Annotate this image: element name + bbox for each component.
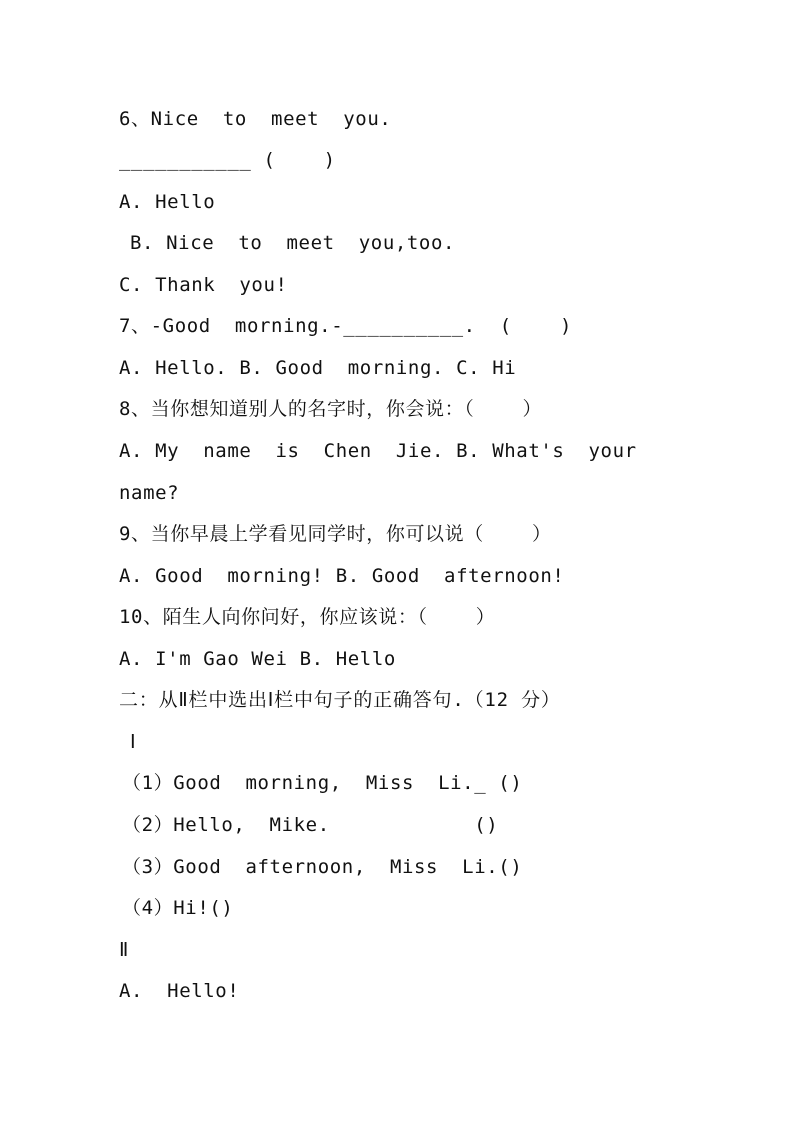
column-2-label: Ⅱ (119, 939, 129, 961)
question-6-answer-blank: ___________ ( ) (119, 149, 336, 171)
column-1-label: Ⅰ (130, 731, 137, 753)
question-6-option-c: C. Thank you! (119, 274, 288, 296)
question-10-options: A. I'm Gao Wei B. Hello (119, 648, 396, 670)
column-1-item-2: （2）Hello, Mike. () (122, 814, 499, 836)
column-1-item-3: （3）Good afternoon, Miss Li.() (122, 856, 523, 878)
question-9-text: 9、当你早晨上学看见同学时，你可以说（ ） (119, 523, 552, 545)
question-10-text: 10、陌生人向你问好，你应该说：（ ） (119, 606, 496, 628)
question-6-option-b: B. Nice to meet you,too. (130, 232, 456, 254)
column-1-item-4: （4）Hi!() (122, 897, 234, 919)
question-7-options: A. Hello. B. Good morning. C. Hi (119, 357, 517, 379)
question-8-options-line-1: A. My name is Chen Jie. B. What's your (119, 440, 637, 462)
column-2-option-a: A. Hello! (119, 980, 240, 1002)
question-8-text: 8、当你想知道别人的名字时，你会说：（ ） (119, 398, 543, 420)
question-7-text: 7、-Good morning.-__________. ( ) (119, 315, 573, 337)
section-2-heading: 二：从Ⅱ栏中选出Ⅰ栏中句子的正确答句.（12 分） (119, 689, 561, 711)
question-8-options-line-2: name? (119, 482, 180, 504)
question-6-text: 6、Nice to meet you. (119, 108, 392, 130)
question-9-options: A. Good morning! B. Good afternoon! (119, 565, 565, 587)
question-6-option-a: A. Hello (119, 191, 216, 213)
column-1-item-1: （1）Good morning, Miss Li._ () (122, 772, 523, 794)
